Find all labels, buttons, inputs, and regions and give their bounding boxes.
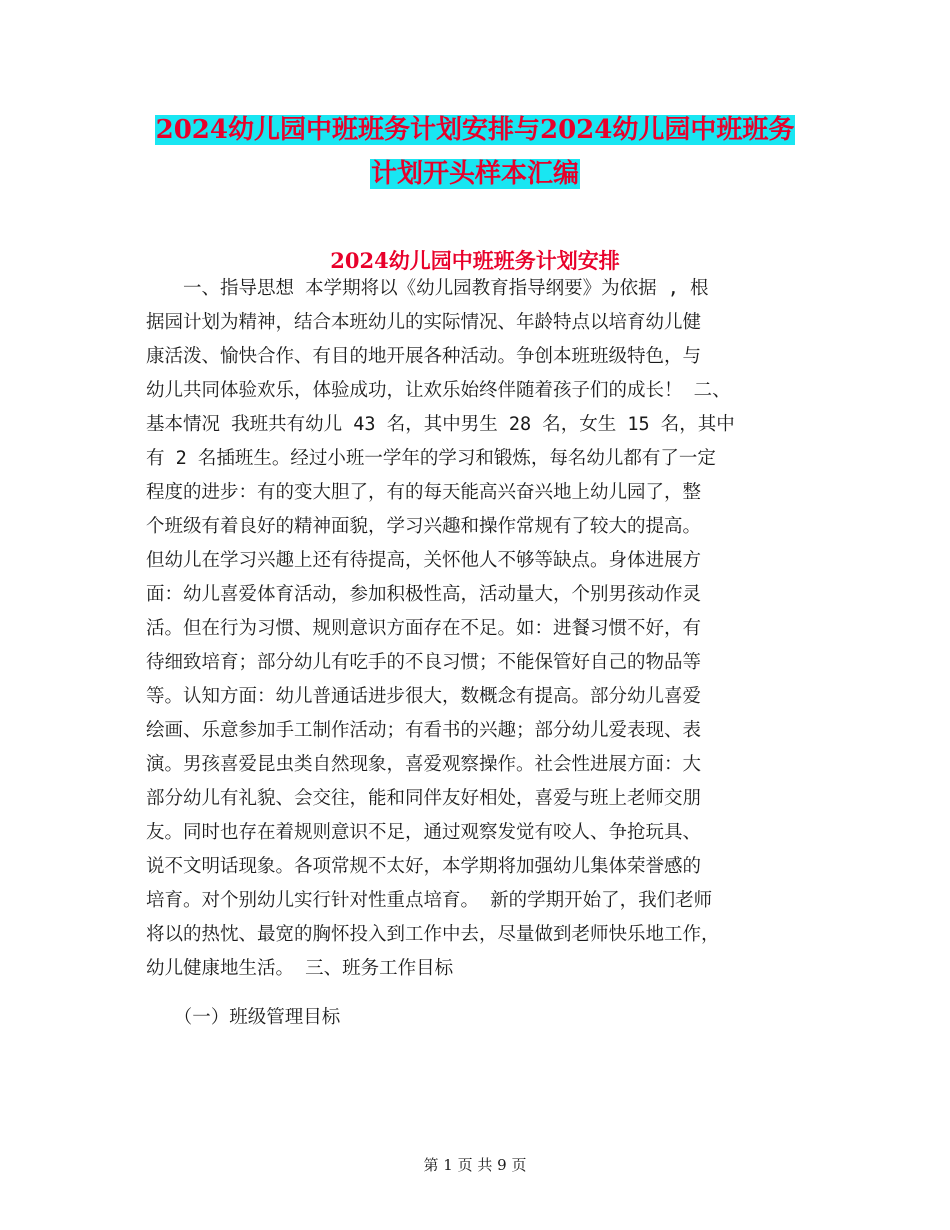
body-text-line: （一）班级管理目标 — [146, 1007, 341, 1028]
body-text-line: 但幼儿在学习兴趣上还有待提高，关怀他人不够等缺点。身体进展方 — [146, 550, 702, 571]
title-highlight: 计划开头样本汇编 — [370, 159, 579, 189]
body-text-line: 绘画、乐意参加手工制作活动；有看书的兴趣；部分幼儿爱表现、表 — [146, 720, 702, 741]
body-text-line: 有 2 名插班生。经过小班一学年的学习和锻炼，每名幼儿都有了一定 — [146, 448, 716, 469]
body-text-line: 等。认知方面：幼儿普通话进步很大，数概念有提高。部分幼儿喜爱 — [146, 686, 702, 707]
body-text-line: 将以的热忱、最宽的胸怀投入到工作中去，尽量做到老师快乐地工作， — [146, 924, 720, 945]
body-text-line: 康活泼、愉快合作、有目的地开展各种活动。争创本班班级特色，与 — [146, 346, 702, 367]
body-text-line: 幼儿共同体验欢乐，体验成功，让欢乐始终伴随着孩子们的成长！ 二、 — [146, 380, 731, 401]
body-text-line: 面：幼儿喜爱体育活动，参加积极性高，活动量大，个别男孩动作灵 — [146, 584, 702, 605]
document-title-line-1 — [0, 112, 950, 148]
body-text-line: 幼儿健康地生活。 三、班务工作目标 — [146, 958, 454, 979]
body-text-line: 待细致培育；部分幼儿有吃手的不良习惯；不能保管好自己的物品等 — [146, 652, 702, 673]
page-number-footer: 第 1 页 共 9 页 — [423, 1156, 527, 1174]
body-text-line: 演。男孩喜爱昆虫类自然现象，喜爱观察操作。社会性进展方面：大 — [146, 754, 702, 775]
body-text-line: 部分幼儿有礼貌、会交往，能和同伴友好相处，喜爱与班上老师交朋 — [146, 788, 702, 809]
body-text-line: 据园计划为精神，结合本班幼儿的实际情况、年龄特点以培育幼儿健 — [146, 312, 702, 333]
body-text-line: 说不文明话现象。各项常规不太好，本学期将加强幼儿集体荣誉感的 — [146, 856, 702, 877]
body-text-line: 一、指导思想 本学期将以《幼儿园教育指导纲要》为依据 , 根 — [146, 278, 709, 299]
title-highlight: 2024幼儿园中班班务计划安排与2024幼儿园中班班务 — [155, 115, 795, 145]
body-text-line: 活。但在行为习惯、规则意识方面存在不足。如：进餐习惯不好，有 — [146, 618, 702, 639]
body-text-line: 友。同时也存在着规则意识不足，通过观察发觉有咬人、争抢玩具、 — [146, 822, 702, 843]
document-title-line-2 — [0, 156, 950, 192]
body-text-line: 程度的进步：有的变大胆了，有的每天能高兴奋兴地上幼儿园了，整 — [146, 482, 702, 503]
body-text-line: 培育。对个别幼儿实行针对性重点培育。 新的学期开始了，我们老师 — [146, 890, 713, 911]
body-text-line: 基本情况 我班共有幼儿 43 名，其中男生 28 名，女生 15 名，其中 — [146, 414, 735, 435]
body-text-line: 个班级有着良好的精神面貌，学习兴趣和操作常规有了较大的提高。 — [146, 516, 702, 537]
section-title: 2024幼儿园中班班务计划安排 — [330, 248, 620, 273]
